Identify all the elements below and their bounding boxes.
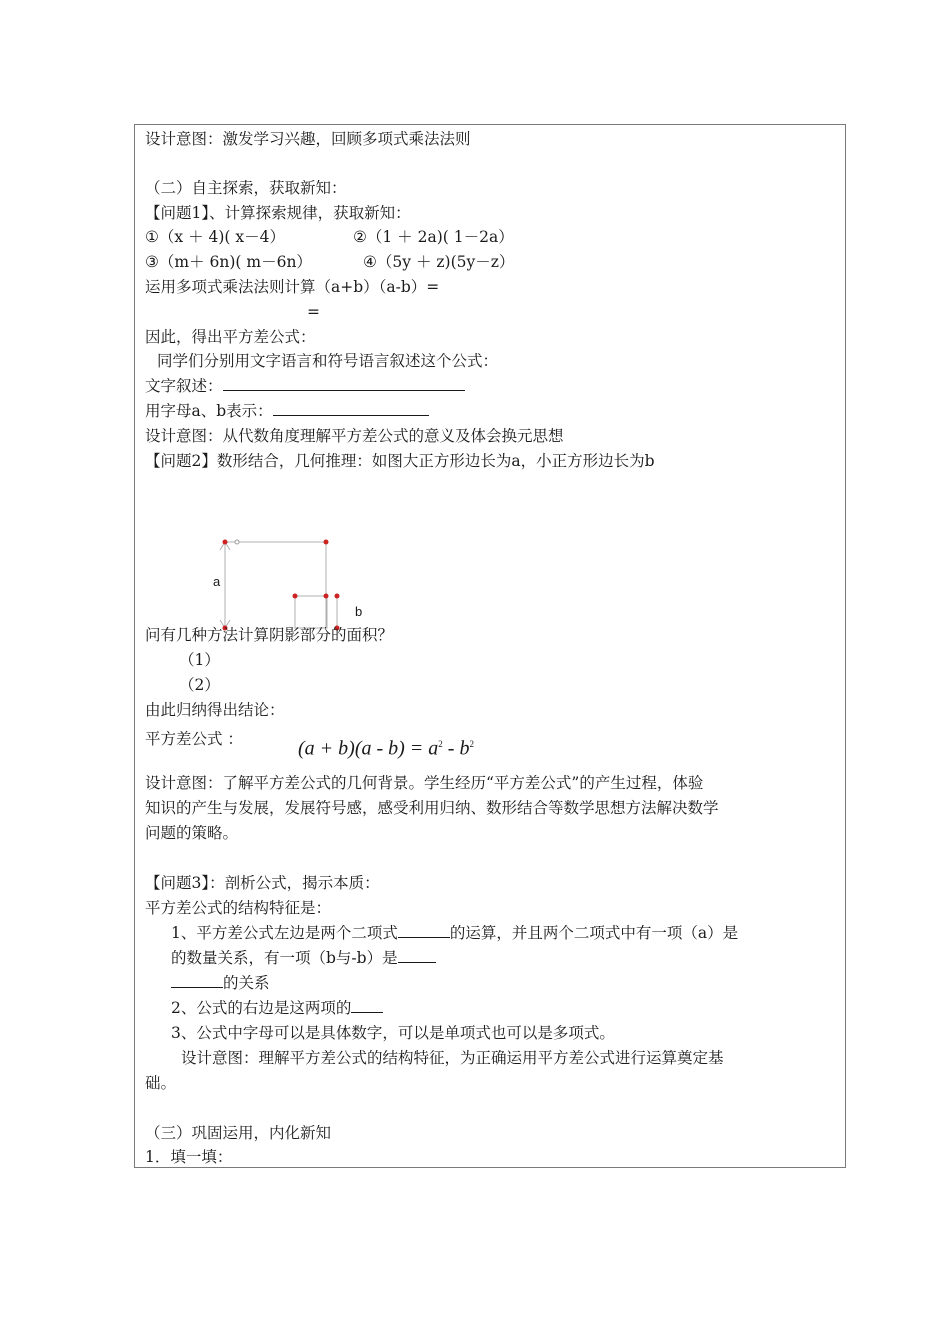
label-b-overlay <box>353 601 373 621</box>
fill-in-heading: 1．填一填： <box>145 1148 233 1166</box>
structure-heading: 平方差公式的结构特征是： <box>145 899 332 917</box>
equals-line: = <box>307 303 320 321</box>
exercise-4: ④（5y ＋ z)(5y－z） <box>363 253 515 271</box>
method-2: （2） <box>179 676 220 694</box>
feature-1-start: 1、平方差公式左边是两个二项式 <box>171 924 398 942</box>
content-table-cell <box>134 124 846 1168</box>
point <box>223 540 228 545</box>
point <box>324 594 329 599</box>
feature-2 <box>171 998 383 1018</box>
design-intent-1: 设计意图：激发学习兴趣，回顾多项式乘法法则 <box>145 130 471 148</box>
label-a: a <box>213 574 221 589</box>
hollow-point <box>235 540 239 544</box>
text-description-prompt: 文字叙述： <box>145 377 223 395</box>
exercise-2: ②（1 ＋ 2a)( 1－2a） <box>353 228 514 246</box>
small-square <box>295 596 327 628</box>
feature-1-line-3 <box>171 973 270 993</box>
formula-exp-1: 2 <box>438 739 443 749</box>
section-three-heading: （三）巩固运用，内化新知 <box>145 1124 332 1142</box>
text-description-blank[interactable] <box>223 376 465 391</box>
question-2-heading: 【问题2】数形结合，几何推理：如图大正方形边长为a，小正方形边长为b <box>145 452 655 470</box>
formula-left: (a + b)(a - b) = a <box>298 737 439 760</box>
label-b-text: b <box>355 604 363 619</box>
expand-rule-line: 运用多项式乘法法则计算（a+b）（a-b）= <box>145 278 440 296</box>
point <box>293 594 298 599</box>
symbol-description-prompt: 用字母a、b表示： <box>145 402 273 420</box>
design-intent-2: 设计意图：从代数角度理解平方差公式的意义及体会换元思想 <box>145 427 564 445</box>
question-3-heading: 【问题3】：剖析公式，揭示本质： <box>145 874 380 892</box>
symbol-description-blank[interactable] <box>273 401 429 416</box>
design-intent-4-line-2: 础。 <box>145 1074 177 1092</box>
describe-instruction: 同学们分别用文字语言和符号语言叙述这个公式： <box>157 352 499 370</box>
question-1-heading: 【问题1】、计算探索规律，获取新知： <box>145 204 411 222</box>
feature-1-blank-3[interactable] <box>171 973 223 988</box>
point <box>335 594 340 599</box>
question-2-ask: 问有几种方法计算阴影部分的面积？ <box>145 626 394 644</box>
feature-1-tail: 的关系 <box>223 974 270 992</box>
point <box>324 540 329 545</box>
feature-3: 3、公式中字母可以是具体数字，可以是单项式也可以是多项式。 <box>171 1024 615 1042</box>
exercise-3: ③（m＋ 6n)( m－6n） <box>145 253 312 271</box>
conclusion-intro: 由此归纳得出结论： <box>145 701 285 719</box>
text-description-label <box>145 376 465 396</box>
formula-label: 平方差公式 ： <box>145 730 243 748</box>
square-figure <box>207 535 347 635</box>
difference-of-squares-formula <box>298 731 474 762</box>
design-intent-3-line-3: 问题的策略。 <box>145 824 239 842</box>
feature-2-blank[interactable] <box>351 998 383 1013</box>
feature-1-cont: 的数量关系，有一项（b与-b）是 <box>171 949 398 967</box>
design-intent-4-line-1: 设计意图：理解平方差公式的结构特征，为正确运用平方差公式进行运算奠定基 <box>181 1049 724 1067</box>
design-intent-3-line-2: 知识的产生与发展，发展符号感，感受利用归纳、数形结合等数学思想方法解决数学 <box>145 799 719 817</box>
method-1: （1） <box>179 651 220 669</box>
section-two-heading: （二）自主探索，获取新知： <box>145 179 347 197</box>
feature-1-line-1 <box>171 923 738 943</box>
large-square-edge <box>237 542 326 628</box>
design-intent-3-line-1: 设计意图：了解平方差公式的几何背景。学生经历“平方差公式”的产生过程，体验 <box>145 774 704 792</box>
feature-1-line-2 <box>171 948 436 968</box>
symbol-description-label <box>145 401 429 421</box>
formula-middle: - b <box>442 737 470 760</box>
formula-intro: 因此，得出平方差公式： <box>145 328 316 346</box>
exercise-1: ①（x ＋ 4)( x－4） <box>145 228 285 246</box>
feature-1-blank-2[interactable] <box>398 948 436 963</box>
feature-2-text: 2、公式的右边是这两项的 <box>171 999 352 1017</box>
feature-1-blank-1[interactable] <box>398 923 450 938</box>
formula-exp-2: 2 <box>469 739 474 749</box>
feature-1-end: 的运算，并且两个二项式中有一项（a）是 <box>449 924 739 942</box>
